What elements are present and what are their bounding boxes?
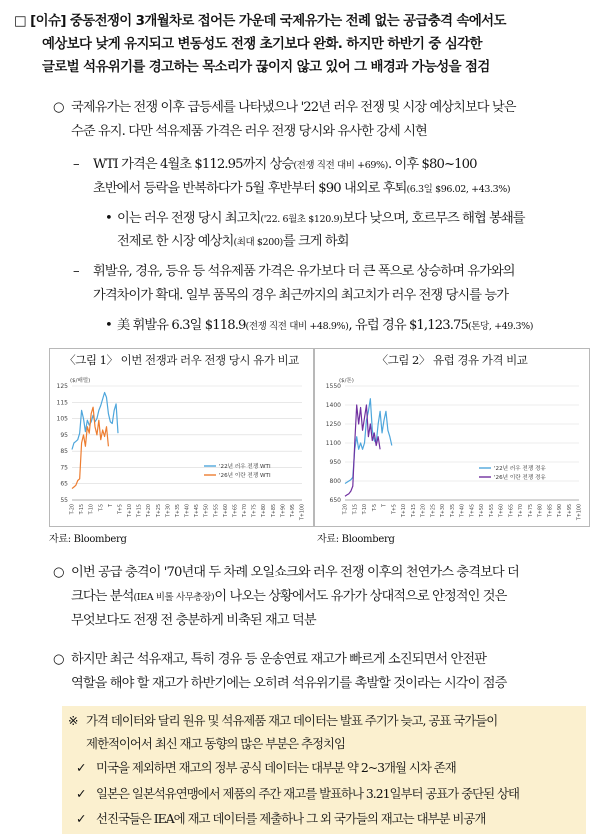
bullet-1-line-1: 국제유가는 전쟁 이후 급등세를 나타냈으나 '22년 러우 전쟁 및 시장 예상치보다 낮은 — [71, 100, 516, 115]
x-tick-label: T-5 — [372, 504, 378, 512]
small-bullet-icon: • — [105, 211, 112, 226]
x-tick-label: T+25 — [431, 504, 437, 518]
para-3-line-2: 역할을 해야 할 재고가 하반기에는 오히려 석유위기를 촉발할 것이라는 시각이 점증 — [71, 676, 507, 691]
y-tick-label: 95 — [60, 431, 68, 439]
x-tick-label: T+15 — [137, 504, 143, 518]
series-line-2 — [345, 405, 380, 496]
x-tick-label: T+70 — [243, 504, 248, 518]
bullet-1-line-2: 수준 유지. 다만 석유제품 가격은 러우 전쟁 당시와 유사한 강세 시현 — [71, 124, 427, 139]
header-line-3: 글로벌 석유위기를 경고하는 목소리가 끊이지 않고 있어 그 배경과 가능성을 점검 — [42, 60, 490, 75]
x-tick-label: T+65 — [509, 504, 515, 518]
x-tick-label: T+45 — [470, 504, 476, 518]
para-2-line-1: 이번 공급 충격이 '70년대 두 차례 오일쇼크와 러우 전쟁 이후의 천연가스 충격보다 더 — [71, 565, 519, 580]
figure-1-source: 자료: Bloomberg — [49, 534, 127, 545]
x-tick-label: T+10 — [128, 504, 133, 518]
legend-label-1: '22년 러우 전쟁 WTI — [219, 464, 271, 470]
x-tick-label: T+20 — [421, 504, 427, 518]
x-tick-label: T+70 — [519, 504, 524, 518]
figure-2-title: 〈그림 2〉 유럽 경유 가격 비교 — [376, 353, 528, 367]
dash-2-line-2: 가격차이가 확대. 일부 품목의 경우 최근까지의 최고치가 러우 전쟁 당시를 능가 — [93, 288, 509, 303]
x-tick-label: T-20 — [343, 504, 349, 515]
legend-label-2: '26년 이란 전쟁 경유 — [494, 475, 546, 481]
x-tick-label: T+100 — [577, 504, 583, 521]
y-tick-label: 85 — [60, 448, 68, 456]
x-tick-label: T+65 — [233, 504, 239, 518]
x-tick-label: T+35 — [175, 504, 181, 518]
y-tick-label: 125 — [56, 383, 68, 390]
figure-1-chart — [50, 368, 313, 525]
y-tick-label: 1100 — [325, 440, 341, 447]
y-tick-label: 55 — [60, 497, 68, 504]
y-tick-label: 115 — [56, 399, 68, 407]
x-tick-label: T+80 — [262, 504, 268, 518]
x-tick-label: T+55 — [214, 504, 220, 518]
x-tick-label: T+50 — [204, 504, 210, 518]
x-tick-label: T+95 — [290, 504, 296, 518]
dash-icon: – — [73, 157, 79, 172]
figure-1-panel — [49, 348, 314, 527]
y-tick-label: 65 — [60, 480, 68, 488]
x-tick-label: T+90 — [281, 504, 287, 518]
x-tick-label: T+90 — [558, 504, 563, 518]
figure-2-source: 자료: Bloomberg — [317, 534, 395, 545]
legend-label-2: '26년 이란 전쟁 WTI — [219, 473, 271, 479]
figure-1-title: 〈그림 1〉 이번 전쟁과 러우 전쟁 당시 유가 비교 — [64, 353, 299, 367]
y-tick-label: 950 — [329, 459, 341, 466]
para-2-line-2: 크다는 분석(IEA 비롤 사무총장)이 나오는 상황에서도 유가가 상대적으로 안정적인 것은 — [71, 589, 507, 604]
x-tick-label: T-10 — [363, 504, 368, 515]
x-tick-label: T+85 — [271, 504, 277, 518]
x-tick-label: T+80 — [538, 504, 544, 518]
sub-1-line-1: 이는 러우 전쟁 당시 최고치('22. 6월초 $120.9)보다 낮으며, 호르무즈 해협 봉쇄를 — [117, 211, 525, 226]
x-tick-label: T+75 — [528, 504, 534, 518]
x-tick-label: T+100 — [300, 504, 306, 521]
y-tick-label: 105 — [56, 415, 68, 423]
bullet-circle-icon: ○ — [53, 100, 64, 115]
x-tick-label: T — [108, 504, 114, 507]
header-line-1: □ [이슈] 중동전쟁이 3개월차로 접어든 가운데 국제유가는 전례 없는 공급충격 속에서도 — [14, 14, 506, 29]
series-line-2 — [72, 407, 108, 488]
bullet-circle-icon: ○ — [53, 565, 64, 580]
legend-label-1: '22년 러우 전쟁 경유 — [494, 466, 546, 472]
dash-2-line-1: 휘발유, 경유, 등유 등 석유제품 가격은 유가보다 더 큰 폭으로 상승하며 유가와의 — [93, 264, 515, 279]
x-tick-label: T-5 — [99, 504, 105, 512]
x-tick-label: T-10 — [89, 504, 95, 515]
small-bullet-icon: • — [105, 318, 112, 333]
figure-2-chart — [315, 368, 589, 525]
x-tick-label: T+40 — [185, 504, 191, 518]
x-tick-label: T+10 — [402, 504, 407, 518]
para-3-line-1: 하지만 최근 석유재고, 특히 경유 등 운송연료 재고가 빠르게 소진되면서 안전판 — [71, 652, 487, 667]
x-tick-label: T+40 — [460, 504, 466, 518]
note-line-1: 가격 데이터와 달리 원유 및 석유제품 재고 데이터는 발표 주기가 늦고, 공표 국가들이 — [86, 713, 498, 728]
x-tick-label: T-20 — [70, 504, 76, 515]
dash-1-line-2: 초반에서 등락을 반복하다가 5월 후반부터 $90 내외로 후퇴(6.3일 $96.02, +43.3%) — [93, 181, 511, 196]
sub-2-line-1: 美 휘발유 6.3일 $118.9(전쟁 직전 대비 +48.9%), 유럽 경유 $1,123.75(톤당, +49.3%) — [117, 318, 534, 333]
x-tick-label: T+60 — [499, 504, 505, 518]
para-2-line-3: 무엇보다도 전쟁 전 충분하게 비축된 재고 덕분 — [71, 613, 316, 628]
x-tick-label: T-15 — [353, 504, 359, 515]
note-line-2: 제한적이어서 최신 재고 동향의 많은 부분은 추정치임 — [86, 736, 345, 751]
x-tick-label: T+25 — [156, 504, 162, 518]
note-check-1: 미국을 제외하면 재고의 정부 공식 데이터는 대부분 약 2~3개월 시차 존재 — [96, 760, 456, 775]
reference-mark-icon: ※ — [68, 713, 78, 728]
y-tick-label: 650 — [329, 497, 341, 504]
issue-tag: [이슈] — [30, 14, 66, 29]
note-check-3: 선진국들은 IEA에 재고 데이터를 제출하나 그 외 국가들의 재고는 대부분 비공개 — [96, 811, 486, 826]
x-tick-label: T+5 — [392, 504, 398, 515]
x-tick-label: T+60 — [223, 504, 229, 518]
check-icon: ✓ — [76, 786, 86, 801]
note-check-2: 일본은 일본석유연맹에서 제품의 주간 재고를 발표하나 3.21일부터 공표가 중단된 상태 — [96, 786, 519, 801]
header-line-2: 예상보다 낮게 유지되고 변동성도 전쟁 초기보다 완화. 하지만 하반기 중 심각한 — [42, 37, 482, 52]
series-line-1 — [345, 399, 392, 484]
x-tick-label: T+35 — [450, 504, 456, 518]
x-tick-label: T — [382, 504, 388, 507]
issue-header — [14, 10, 604, 79]
check-icon: ✓ — [76, 760, 86, 775]
x-tick-label: T+55 — [489, 504, 495, 518]
y-tick-label: 1400 — [325, 402, 341, 409]
x-tick-label: T+20 — [147, 504, 153, 518]
y-tick-label: 1250 — [325, 421, 341, 428]
x-tick-label: T+95 — [567, 504, 573, 518]
dash-icon: – — [73, 264, 79, 279]
check-icon: ✓ — [76, 811, 86, 826]
y-unit-label: ($/톤) — [339, 378, 354, 384]
x-tick-label: T+15 — [411, 504, 417, 518]
x-tick-label: T+30 — [441, 504, 446, 518]
y-unit-label: ($/배럴) — [70, 378, 91, 384]
y-tick-label: 1550 — [325, 383, 341, 390]
note-box — [62, 706, 586, 834]
bullet-circle-icon: ○ — [53, 652, 64, 667]
x-tick-label: T-15 — [80, 504, 86, 515]
x-tick-label: T+75 — [252, 504, 258, 518]
dash-1-line-1: WTI 가격은 4월초 $112.95까지 상승(전쟁 직전 대비 +69%). 이후 $80~100 — [93, 157, 477, 172]
figure-2-panel — [314, 348, 590, 527]
x-tick-label: T+85 — [548, 504, 554, 518]
square-marker-icon: □ — [14, 14, 27, 29]
y-tick-label: 75 — [60, 464, 68, 472]
sub-1-line-2: 전제로 한 시장 예상치(최대 $200)를 크게 하회 — [117, 234, 349, 249]
y-tick-label: 800 — [329, 478, 341, 485]
x-tick-label: T+5 — [118, 504, 124, 515]
x-tick-label: T+45 — [195, 504, 201, 518]
x-tick-label: T+50 — [480, 504, 485, 518]
x-tick-label: T+30 — [166, 504, 172, 518]
